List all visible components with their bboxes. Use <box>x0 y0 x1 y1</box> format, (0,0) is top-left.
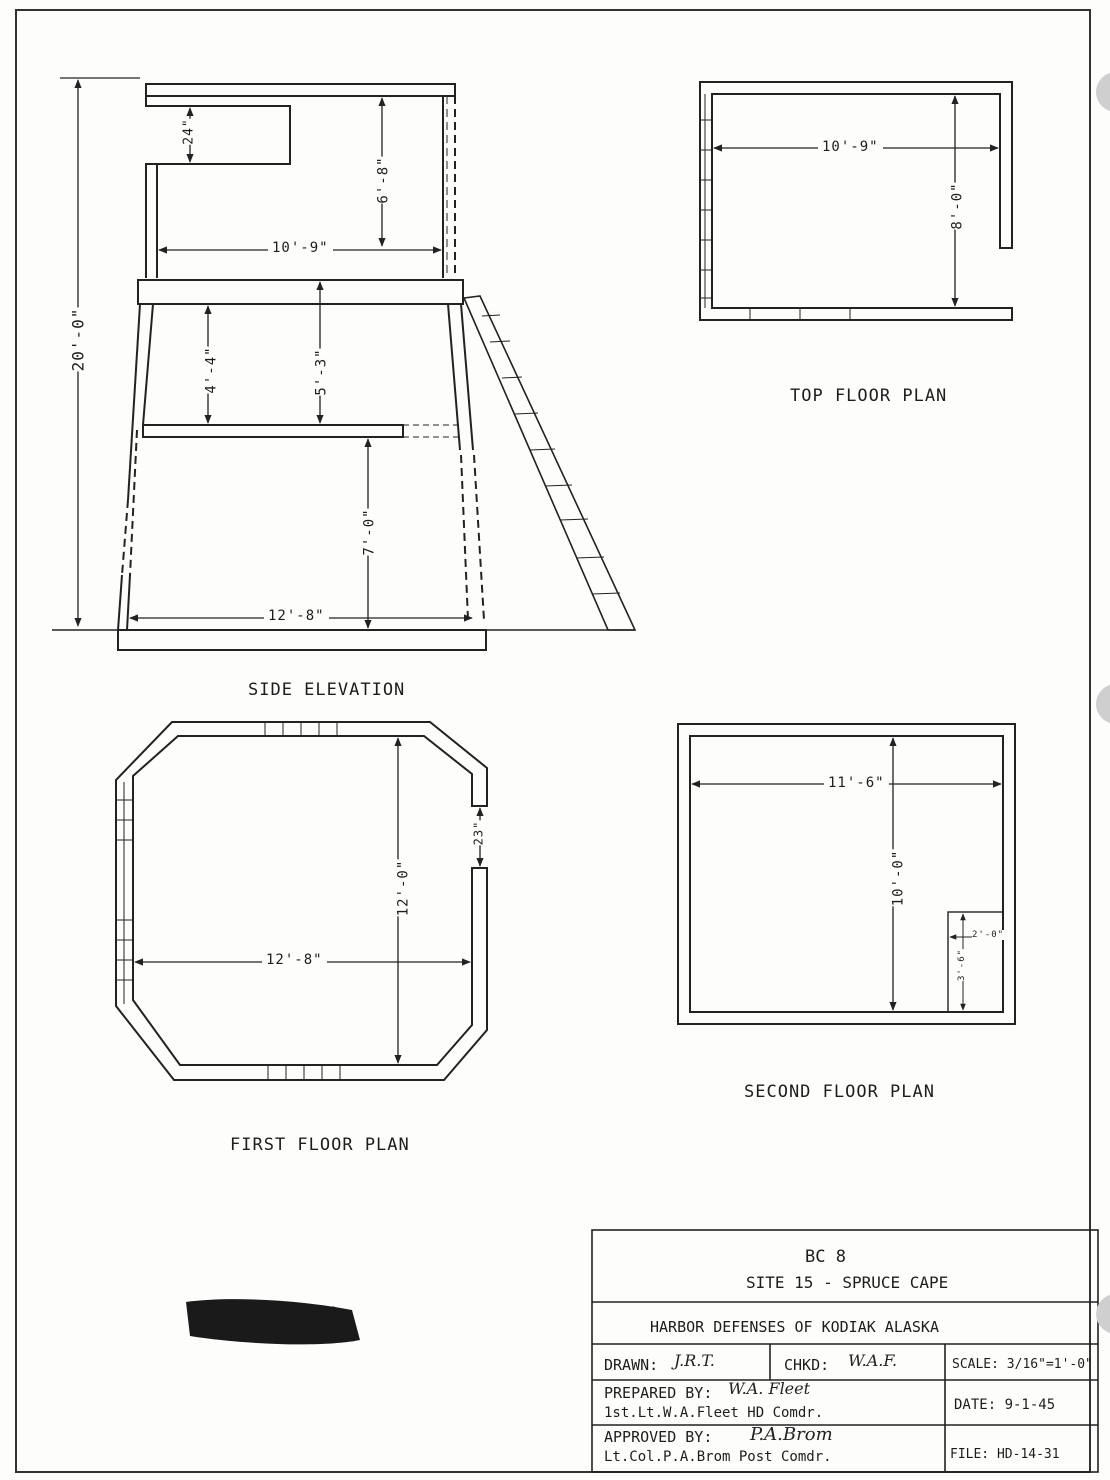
top-floor-plan-title: TOP FLOOR PLAN <box>790 386 948 406</box>
scale: SCALE: 3/16"=1'-0" <box>952 1357 1093 1372</box>
dim-top-width: 10'-9" <box>818 139 883 155</box>
building-number: BC 8 <box>805 1247 846 1267</box>
approved-line: Lt.Col.P.A.Brom Post Comdr. <box>604 1449 832 1465</box>
dim-top-depth: 8'-0" <box>949 182 966 230</box>
dim-opening: 24" <box>181 118 197 145</box>
stamp-text: SECRET <box>246 1304 338 1329</box>
dim-cab-height: 6'-8" <box>375 156 392 204</box>
dim-first-door: 23" <box>471 820 486 846</box>
approved-signature: P.A.Brom <box>750 1424 833 1445</box>
site-name: SITE 15 - SPRUCE CAPE <box>746 1273 949 1292</box>
dim-upper-gap2: 5'-3" <box>313 348 330 396</box>
prepared-line: 1st.Lt.W.A.Fleet HD Comdr. <box>604 1405 824 1421</box>
dim-base-width: 12'-8" <box>264 608 329 624</box>
checked-label: CHKD: <box>784 1356 830 1374</box>
first-floor-plan-dimensions <box>135 738 480 1063</box>
dim-cab-width: 10'-9" <box>268 240 333 256</box>
dim-second-depth: 10'-0" <box>890 849 907 907</box>
dim-second-width: 11'-6" <box>824 775 889 791</box>
side-elevation-dimensions <box>60 78 472 628</box>
dim-hatch-width: 2'-0" <box>972 930 1005 940</box>
file-number: FILE: HD-14-31 <box>950 1447 1060 1462</box>
dim-upper-gap: 4'-4" <box>203 346 220 394</box>
checked-by: W.A.F. <box>848 1351 898 1370</box>
sheet-border <box>16 10 1090 1472</box>
dim-first-width: 12'-8" <box>262 952 327 968</box>
dim-first-depth: 12'-0" <box>395 859 412 917</box>
side-elevation-title: SIDE ELEVATION <box>248 680 406 700</box>
approved-label: APPROVED BY: <box>604 1428 713 1446</box>
agency-name: HARBOR DEFENSES OF KODIAK ALASKA <box>650 1318 939 1336</box>
first-floor-plan-title: FIRST FLOOR PLAN <box>230 1135 410 1155</box>
second-floor-plan-title: SECOND FLOOR PLAN <box>744 1082 935 1102</box>
prepared-label: PREPARED BY: <box>604 1384 713 1402</box>
side-elevation-drawing <box>52 84 635 650</box>
dim-total-height: 20'-0" <box>68 307 88 372</box>
drawn-by: J.R.T. <box>674 1351 715 1370</box>
dim-lower-height: 7'-0" <box>361 508 378 556</box>
prepared-signature: W.A. Fleet <box>728 1379 811 1398</box>
date: DATE: 9-1-45 <box>954 1397 1056 1413</box>
dim-hatch-height: 3'-6" <box>957 948 968 982</box>
drawn-label: DRAWN: <box>604 1356 659 1374</box>
first-floor-plan-drawing <box>116 722 487 1080</box>
